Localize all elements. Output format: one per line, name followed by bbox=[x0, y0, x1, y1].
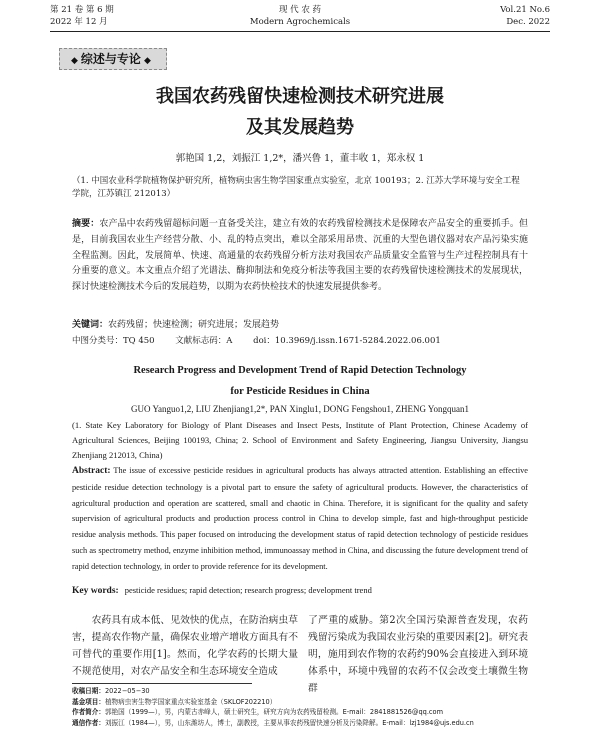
header-volume-en bbox=[500, 4, 550, 28]
footnote-text: 刘振江（1984—），男，山东潍坊人，博士，副教授，主要从事农药残留快速分析及污染降解。E-mail：lzj1984@ujs.edu.cn bbox=[104, 718, 474, 727]
keywords-cn bbox=[72, 317, 528, 330]
title-en-line2: for Pesticide Residues in China bbox=[230, 386, 370, 397]
header-date-cn: 2022 年 12 月 bbox=[50, 17, 108, 27]
diamond-icon: ◆ bbox=[71, 56, 78, 66]
footnote-funding bbox=[72, 697, 540, 708]
diamond-icon: ◆ bbox=[143, 56, 151, 66]
footnote-label: 收稿日期： bbox=[72, 687, 105, 695]
footnote-label: 通信作者： bbox=[72, 718, 105, 727]
classification-cn bbox=[72, 334, 459, 346]
body-column-left: 农药具有成本低、见效快的优点，在防治病虫草害，提高农作物产量，确保农业增产增收方面具有不可替代的重要作用[1]。然而，化学农药的长期大量不规范使用，对农产品安全和生态环境安全造成 bbox=[72, 615, 298, 677]
footnote-text: 郭艳国（1999—），男，内蒙古赤峰人，硕士研究生，研究方向为农药残留检测。E-mail：2841881526@qq.com bbox=[104, 708, 443, 716]
keywords-en bbox=[72, 585, 528, 596]
abstract-en bbox=[72, 463, 528, 575]
footnote-text: 2022−05−30 bbox=[104, 687, 150, 695]
footnotes bbox=[72, 686, 540, 728]
title-cn-line1: 我国农药残留快速检测技术研究进展 bbox=[156, 86, 444, 107]
section-tag-label: 综述与专论 bbox=[80, 52, 141, 66]
section-tag bbox=[59, 48, 167, 70]
authors-en: GUO Yanguo1,2, LIU Zhenjiang1,2*, PAN Xinglu1, DONG Fengshou1, ZHENG Yongquan1 bbox=[131, 404, 469, 414]
affiliation-en: (1. State Key Laboratory for Biology of Plant Diseases and Insect Pests, Institute of Plant Protection, Chinese Academy of Agricultural Sciences, Beijing 100193, China; 2. School of Environment and Safety Engineering, Jiangsu University, Jiangsu Zhenjiang 212013, China) bbox=[72, 420, 528, 460]
title-en-line1: Research Progress and Development Trend of Rapid Detection Technology bbox=[133, 365, 467, 376]
footnote-rule bbox=[72, 683, 252, 684]
footnote-author bbox=[72, 707, 540, 718]
keywords-cn-text: 农药残留；快速检测；研究进展；发展趋势 bbox=[108, 320, 280, 330]
header-vol-no: Vol.21 No.6 bbox=[500, 5, 550, 15]
header-volume-issue: 第 21 卷 第 6 期 bbox=[50, 5, 114, 15]
keywords-en-label: Key words: bbox=[72, 586, 119, 596]
abstract-cn-label: 摘要： bbox=[72, 219, 100, 229]
footnote-label: 作者简介： bbox=[72, 708, 105, 716]
journal-name-en: Modern Agrochemicals bbox=[249, 17, 351, 27]
running-header bbox=[50, 4, 550, 30]
affiliation-cn: （1. 中国农业科学院植物保护研究所，植物病虫害生物学国家重点实验室，北京 100193；2. 江苏大学环境与安全工程学院，江苏镇江 212013） bbox=[72, 176, 520, 199]
doi-link[interactable]: doi：10.3969/j.issn.1671-5284.2022.06.001 bbox=[253, 336, 441, 346]
footnote-text: 植物病虫害生物学国家重点实验室基金（SKLOF202210） bbox=[104, 697, 277, 706]
abstract-en-text: The issue of excessive pesticide residues in agricultural products has always attracted attention. Establishing an effective pesticide residue detection technology is a pivotal part to ensure the safety of agricultural products. However, the characteristics of agricultural production and operation are scattered, small and chaotic in China. Therefore, it is significant for the quality and safety supervision of agricultural products and production process control in China to develop simple, fast and high-throughput pesticide residue analysis methods. This paper focused on introducing the development status of rapid detection technology of pesticide residues such as spectrometry method, enzyme inhibition method, immunoassay method in China, and discussing the future development trend of rapid detection technology, in order to provide reference for its development. bbox=[72, 466, 528, 571]
footnote-corresponding bbox=[72, 718, 540, 729]
body-column-right: 了严重的威胁。第2次全国污染源普查发现，农药残留污染成为我国农业污染的重要因素[2]。研究表明，施用到农作物的农药约90%会直接进入到环境体系中，环境中残留的农药不仅会改变土壤微生物群 bbox=[308, 615, 528, 694]
keywords-cn-label: 关键词： bbox=[72, 320, 109, 330]
footnote-label: 基金项目： bbox=[72, 697, 105, 706]
abstract-en-label: Abstract: bbox=[72, 466, 111, 476]
keywords-en-text: pesticide residues; rapid detection; research progress; development trend bbox=[124, 585, 372, 595]
footnote-received bbox=[72, 686, 540, 697]
clc-number: 中图分类号：TQ 450 bbox=[72, 336, 155, 346]
header-rule bbox=[50, 31, 550, 32]
abstract-cn-text: 农产品中农药残留超标问题一直备受关注，建立有效的农药残留检测技术是保障农产品安全的重要抓手。但是，目前我国农业生产经营分散、小、乱的特点突出，难以全部采用昂贵、沉重的大型色谱仪器对农产品污染实施全程监测。因此，发展简单、快速、高通量的农药残留分析方法对我国农产品质量安全监管与生产过程控制具有十分重要的意义。本文重点介绍了光谱法、酶抑制法和免疫分析法等我国主要的农药残留快速检测技术的发展现状，探讨快速检测技术今后的发展趋势，以期为农药快检技术的快速发展提供参考。 bbox=[72, 219, 528, 293]
header-date-en: Dec. 2022 bbox=[506, 17, 550, 27]
authors-cn: 郭艳国 1,2，刘振江 1,2*，潘兴鲁 1，董丰收 1，郑永权 1 bbox=[175, 153, 425, 164]
header-journal bbox=[50, 4, 550, 28]
title-cn-line2: 及其发展趋势 bbox=[246, 117, 354, 138]
journal-name-cn: 现 代 农 药 bbox=[278, 5, 322, 15]
document-code: 文献标志码：A bbox=[175, 336, 233, 346]
abstract-cn bbox=[72, 217, 528, 296]
